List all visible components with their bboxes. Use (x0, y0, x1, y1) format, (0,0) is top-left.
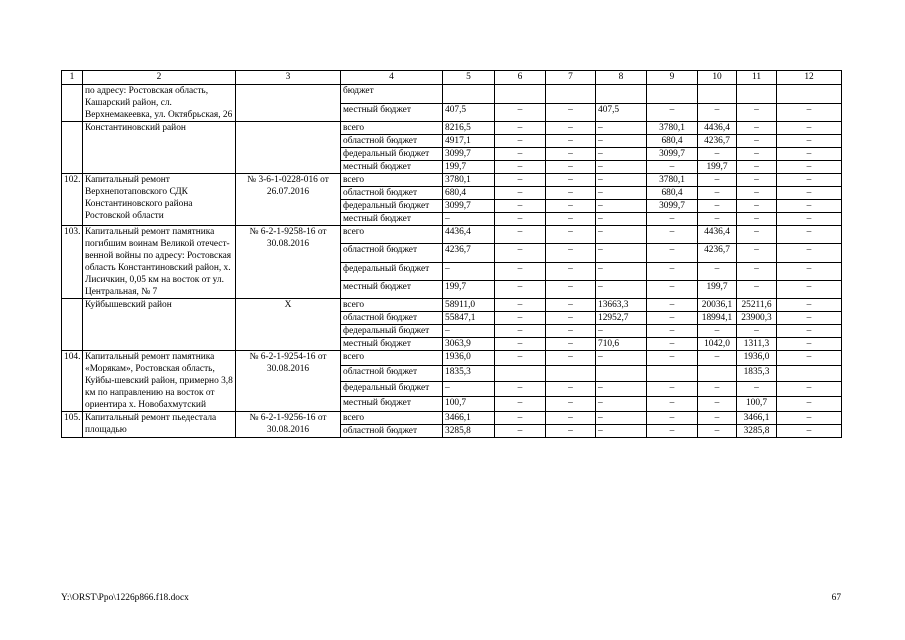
amount-cell: – (647, 312, 698, 325)
column-header-7: 7 (546, 71, 596, 85)
amount-cell: – (495, 262, 546, 280)
amount-cell: 199,7 (698, 280, 737, 298)
table-row (62, 122, 842, 135)
amount-cell: – (546, 187, 596, 200)
amount-cell: – (596, 425, 647, 438)
amount-cell: – (647, 381, 698, 396)
amount-cell: – (647, 226, 698, 244)
amount-cell: – (737, 226, 777, 244)
amount-cell: – (777, 226, 842, 244)
amount-cell: – (777, 338, 842, 351)
amount-cell: 100,7 (443, 396, 495, 411)
document-ref: № 6-2-1-9256-16 от 30.08.2016 (236, 412, 341, 438)
row-number (62, 122, 83, 174)
amount-cell: – (495, 135, 546, 148)
amount-cell: 4917,1 (443, 135, 495, 148)
amount-cell: – (495, 412, 546, 425)
amount-cell: 199,7 (443, 280, 495, 298)
amount-cell: – (737, 174, 777, 187)
amount-cell: 4436,4 (698, 122, 737, 135)
document-ref: № 6-2-1-9254-16 от 30.08.2016 (236, 351, 341, 412)
amount-cell: 4436,4 (443, 226, 495, 244)
funding-source: всего (341, 299, 443, 312)
funding-source: федеральный бюджет (341, 325, 443, 338)
amount-cell: 4236,7 (698, 244, 737, 262)
table-body (62, 85, 842, 438)
funding-source: всего (341, 174, 443, 187)
amount-cell: 1835,3 (737, 366, 777, 381)
amount-cell: – (647, 338, 698, 351)
header-row (62, 71, 842, 85)
amount-cell: – (596, 381, 647, 396)
amount-cell: – (443, 213, 495, 226)
funding-source: областной бюджет (341, 366, 443, 381)
amount-cell: 3285,8 (737, 425, 777, 438)
amount-cell: – (546, 213, 596, 226)
column-header-11: 11 (737, 71, 777, 85)
amount-cell: – (698, 262, 737, 280)
table-row (62, 85, 842, 104)
amount-cell: – (777, 351, 842, 366)
funding-source: областной бюджет (341, 244, 443, 262)
amount-cell: 4236,7 (443, 244, 495, 262)
amount-cell: – (596, 161, 647, 174)
funding-source: всего (341, 412, 443, 425)
amount-cell: – (546, 338, 596, 351)
table-row (62, 412, 842, 425)
amount-cell: – (737, 244, 777, 262)
document-ref (236, 122, 341, 174)
amount-cell (737, 85, 777, 104)
amount-cell: 1936,0 (737, 351, 777, 366)
amount-cell: – (737, 161, 777, 174)
amount-cell: – (737, 148, 777, 161)
amount-cell: – (698, 425, 737, 438)
column-header-4: 4 (341, 71, 443, 85)
amount-cell: 25211,6 (737, 299, 777, 312)
amount-cell: – (647, 161, 698, 174)
object-name: Куйбышевский район (83, 299, 236, 351)
amount-cell: – (777, 396, 842, 411)
funding-source: областной бюджет (341, 425, 443, 438)
amount-cell: – (737, 200, 777, 213)
amount-cell: – (647, 351, 698, 366)
funding-source: областной бюджет (341, 312, 443, 325)
amount-cell: 199,7 (698, 161, 737, 174)
amount-cell: – (777, 122, 842, 135)
amount-cell (777, 366, 842, 381)
amount-cell: – (495, 122, 546, 135)
object-name: по адресу: Ростовская область, Кашарский район, сл. Верхнемакеевка, ул. Октябрьская, 26 (83, 85, 236, 122)
amount-cell: 18994,1 (698, 312, 737, 325)
funding-source: местный бюджет (341, 280, 443, 298)
amount-cell: – (495, 396, 546, 411)
amount-cell: – (777, 299, 842, 312)
row-number: 102. (62, 174, 83, 226)
amount-cell: – (777, 425, 842, 438)
amount-cell: – (495, 312, 546, 325)
amount-cell (443, 85, 495, 104)
amount-cell: – (495, 103, 546, 122)
amount-cell: 3780,1 (647, 122, 698, 135)
amount-cell: – (698, 396, 737, 411)
funding-source: областной бюджет (341, 135, 443, 148)
amount-cell: 100,7 (737, 396, 777, 411)
table-row (62, 174, 842, 187)
amount-cell: – (495, 161, 546, 174)
row-number: 104. (62, 351, 83, 412)
amount-cell: – (777, 213, 842, 226)
amount-cell: – (777, 412, 842, 425)
amount-cell: – (737, 135, 777, 148)
amount-cell: 8216,5 (443, 122, 495, 135)
amount-cell: – (546, 135, 596, 148)
amount-cell: – (647, 213, 698, 226)
amount-cell: – (443, 262, 495, 280)
amount-cell: – (596, 226, 647, 244)
amount-cell: – (737, 325, 777, 338)
amount-cell (698, 85, 737, 104)
funding-source: федеральный бюджет (341, 262, 443, 280)
object-name: Капитальный ремонт пьедестала площадью (83, 412, 236, 438)
amount-cell: 23900,3 (737, 312, 777, 325)
amount-cell (495, 85, 546, 104)
page-number: 67 (831, 593, 841, 603)
column-header-3: 3 (236, 71, 341, 85)
amount-cell: 407,5 (596, 103, 647, 122)
amount-cell: – (777, 325, 842, 338)
amount-cell: – (495, 381, 546, 396)
amount-cell: – (737, 187, 777, 200)
amount-cell: – (596, 122, 647, 135)
column-header-1: 1 (62, 71, 83, 85)
amount-cell: – (737, 103, 777, 122)
row-number (62, 299, 83, 351)
column-header-10: 10 (698, 71, 737, 85)
amount-cell: 3099,7 (443, 200, 495, 213)
table-row (62, 351, 842, 366)
amount-cell: – (647, 325, 698, 338)
amount-cell: 3285,8 (443, 425, 495, 438)
amount-cell: 1835,3 (443, 366, 495, 381)
amount-cell (698, 366, 737, 381)
funding-source: местный бюджет (341, 396, 443, 411)
amount-cell: – (546, 280, 596, 298)
amount-cell: – (647, 396, 698, 411)
amount-cell: – (546, 412, 596, 425)
amount-cell: 12952,7 (596, 312, 647, 325)
amount-cell: – (596, 187, 647, 200)
amount-cell: – (698, 351, 737, 366)
amount-cell (495, 366, 546, 381)
column-header-2: 2 (83, 71, 236, 85)
amount-cell: – (698, 174, 737, 187)
amount-cell: – (495, 351, 546, 366)
amount-cell: – (495, 148, 546, 161)
amount-cell: – (546, 312, 596, 325)
amount-cell: – (495, 425, 546, 438)
amount-cell: 3099,7 (443, 148, 495, 161)
funding-source: местный бюджет (341, 161, 443, 174)
amount-cell: – (777, 187, 842, 200)
column-header-6: 6 (495, 71, 546, 85)
amount-cell: – (596, 325, 647, 338)
column-header-8: 8 (596, 71, 647, 85)
amount-cell: – (698, 200, 737, 213)
amount-cell: – (777, 148, 842, 161)
amount-cell: – (777, 280, 842, 298)
funding-source: местный бюджет (341, 338, 443, 351)
amount-cell: – (546, 200, 596, 213)
amount-cell: – (546, 299, 596, 312)
amount-cell: – (777, 135, 842, 148)
amount-cell: 710,6 (596, 338, 647, 351)
funding-source: всего (341, 351, 443, 366)
amount-cell: – (737, 262, 777, 280)
funding-source: местный бюджет (341, 213, 443, 226)
amount-cell: 58911,0 (443, 299, 495, 312)
document-ref: № 6-2-1-9258-16 от 30.08.2016 (236, 226, 341, 299)
amount-cell: – (546, 262, 596, 280)
amount-cell: 3466,1 (443, 412, 495, 425)
amount-cell: – (777, 262, 842, 280)
amount-cell: – (546, 396, 596, 411)
amount-cell: 3780,1 (647, 174, 698, 187)
amount-cell (777, 85, 842, 104)
row-number: 103. (62, 226, 83, 299)
amount-cell: – (546, 148, 596, 161)
amount-cell: – (698, 148, 737, 161)
amount-cell: – (546, 122, 596, 135)
amount-cell: – (647, 299, 698, 312)
funding-source: областной бюджет (341, 187, 443, 200)
document-ref (236, 85, 341, 122)
funding-source: бюджет (341, 85, 443, 104)
amount-cell (596, 366, 647, 381)
amount-cell: – (443, 381, 495, 396)
amount-cell: – (495, 174, 546, 187)
amount-cell: – (647, 280, 698, 298)
amount-cell: – (737, 280, 777, 298)
amount-cell: 13663,3 (596, 299, 647, 312)
column-header-5: 5 (443, 71, 495, 85)
amount-cell: – (777, 174, 842, 187)
amount-cell: – (777, 103, 842, 122)
amount-cell: – (777, 200, 842, 213)
amount-cell: – (777, 381, 842, 396)
amount-cell: – (596, 351, 647, 366)
amount-cell: 680,4 (647, 187, 698, 200)
amount-cell: – (546, 244, 596, 262)
amount-cell: – (596, 280, 647, 298)
amount-cell: – (546, 351, 596, 366)
amount-cell: – (596, 148, 647, 161)
amount-cell: – (495, 200, 546, 213)
amount-cell: – (495, 299, 546, 312)
file-path: Y:\ORST\Ppo\1226p866.f18.docx (61, 593, 189, 603)
amount-cell: – (546, 381, 596, 396)
document-ref: № 3-6-1-0228-016 от 26.07.2016 (236, 174, 341, 226)
column-header-9: 9 (647, 71, 698, 85)
amount-cell: – (495, 226, 546, 244)
amount-cell: 1311,3 (737, 338, 777, 351)
funding-source: федеральный бюджет (341, 200, 443, 213)
row-number: 105. (62, 412, 83, 438)
amount-cell (647, 366, 698, 381)
amount-cell: – (777, 244, 842, 262)
amount-cell: 407,5 (443, 103, 495, 122)
budget-table (61, 70, 842, 438)
amount-cell (596, 85, 647, 104)
amount-cell: – (698, 103, 737, 122)
document-ref: Х (236, 299, 341, 351)
object-name: Капитальный ремонт Верхнепотаповского СДК Константиновского района Ростовской области (83, 174, 236, 226)
table-row (62, 299, 842, 312)
amount-cell: – (596, 174, 647, 187)
amount-cell: – (647, 412, 698, 425)
amount-cell: 3099,7 (647, 200, 698, 213)
amount-cell: – (546, 103, 596, 122)
amount-cell: – (596, 244, 647, 262)
amount-cell: 3780,1 (443, 174, 495, 187)
amount-cell: – (698, 187, 737, 200)
amount-cell: – (546, 161, 596, 174)
funding-source: всего (341, 226, 443, 244)
amount-cell: – (698, 412, 737, 425)
column-header-12: 12 (777, 71, 842, 85)
funding-source: местный бюджет (341, 103, 443, 122)
amount-cell: 680,4 (647, 135, 698, 148)
amount-cell: – (596, 412, 647, 425)
table-row (62, 226, 842, 244)
amount-cell: – (495, 213, 546, 226)
amount-cell: – (546, 325, 596, 338)
amount-cell: 4236,7 (698, 135, 737, 148)
row-number (62, 85, 83, 122)
amount-cell: – (737, 381, 777, 396)
amount-cell: – (495, 338, 546, 351)
amount-cell (546, 366, 596, 381)
amount-cell: – (495, 244, 546, 262)
amount-cell: – (546, 226, 596, 244)
funding-source: федеральный бюджет (341, 148, 443, 161)
amount-cell: – (777, 312, 842, 325)
object-name: Константиновский район (83, 122, 236, 174)
amount-cell: – (546, 174, 596, 187)
amount-cell: – (647, 262, 698, 280)
amount-cell (647, 85, 698, 104)
object-name: Капитальный ремонт памятника погибшим воинам Великой отечест-венной войны по адресу: Ростовская область Константиновский район, х. Лисичкин, 0,05 км на восток от ул. Центральная, № 7 (83, 226, 236, 299)
amount-cell: – (698, 381, 737, 396)
amount-cell: – (443, 325, 495, 338)
amount-cell: 1042,0 (698, 338, 737, 351)
amount-cell: 680,4 (443, 187, 495, 200)
object-name: Капитальный ремонт памятника «Морякам», Ростовская область, Куйбы-шевский район, примерно 3,8 км по направлению на восток от ориентира х. Новобахмутский (83, 351, 236, 412)
amount-cell: – (495, 280, 546, 298)
amount-cell: – (698, 325, 737, 338)
amount-cell: 3099,7 (647, 148, 698, 161)
amount-cell: 3466,1 (737, 412, 777, 425)
amount-cell: 20036,1 (698, 299, 737, 312)
amount-cell: – (647, 103, 698, 122)
amount-cell: 1936,0 (443, 351, 495, 366)
amount-cell: – (737, 122, 777, 135)
amount-cell: 199,7 (443, 161, 495, 174)
amount-cell: – (596, 262, 647, 280)
amount-cell: – (596, 200, 647, 213)
amount-cell: – (596, 135, 647, 148)
amount-cell: – (647, 244, 698, 262)
amount-cell: – (698, 213, 737, 226)
amount-cell: 3063,9 (443, 338, 495, 351)
amount-cell: – (546, 425, 596, 438)
amount-cell: 55847,1 (443, 312, 495, 325)
amount-cell: – (737, 213, 777, 226)
amount-cell: – (596, 213, 647, 226)
amount-cell: – (596, 396, 647, 411)
funding-source: всего (341, 122, 443, 135)
amount-cell: – (495, 325, 546, 338)
amount-cell: 4436,4 (698, 226, 737, 244)
amount-cell: – (647, 425, 698, 438)
amount-cell: – (777, 161, 842, 174)
amount-cell (546, 85, 596, 104)
amount-cell: – (495, 187, 546, 200)
funding-source: федеральный бюджет (341, 381, 443, 396)
